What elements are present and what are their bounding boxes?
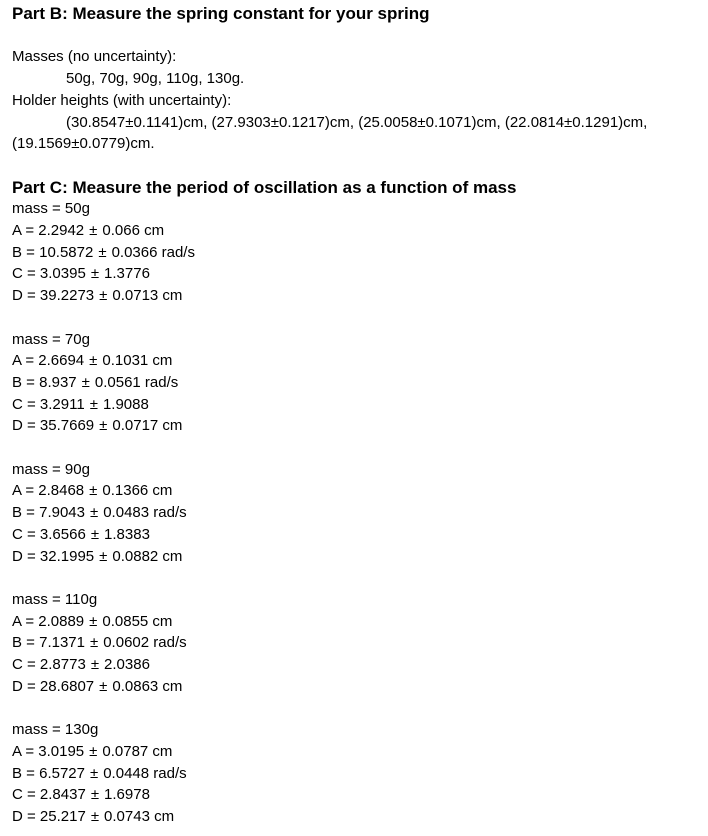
param-d-value: D = 32.1995 <box>12 547 95 565</box>
trial-mass: mass = 130g <box>12 721 99 739</box>
part-b-heading: Part B: Measure the spring constant for your spring <box>12 4 430 23</box>
spacer <box>12 697 704 719</box>
param-c-value: C = 3.6566 <box>12 525 86 543</box>
param-a-uncertainty: 0.1031 cm <box>102 352 173 370</box>
param-d <box>12 285 704 307</box>
trial-block <box>12 198 704 307</box>
spacer <box>12 155 704 177</box>
plus-minus-symbol: ± <box>89 482 98 500</box>
param-a-uncertainty: 0.1366 cm <box>102 482 173 500</box>
param-c <box>12 394 704 416</box>
param-a-uncertainty: 0.066 cm <box>102 222 165 239</box>
param-c-uncertainty: 1.3776 <box>104 265 150 283</box>
param-a <box>12 350 704 372</box>
plus-minus-symbol: ± <box>98 243 107 261</box>
param-b <box>12 502 704 524</box>
spacer <box>12 567 704 589</box>
param-d <box>12 546 704 568</box>
spacer <box>12 25 704 47</box>
param-a-value: A = 3.0195 <box>12 742 85 760</box>
param-a-uncertainty: 0.0787 cm <box>102 742 173 760</box>
plus-minus-symbol: ± <box>89 395 98 413</box>
param-d-uncertainty: 0.0882 cm <box>112 547 183 565</box>
param-c-uncertainty: 2.0386 <box>104 656 150 674</box>
document <box>12 3 704 828</box>
plus-minus-symbol: ± <box>99 287 108 305</box>
param-c-value: C = 3.0395 <box>12 265 86 283</box>
param-b-value: B = 7.9043 <box>12 504 85 522</box>
param-a <box>12 480 704 502</box>
trial-block <box>12 589 704 698</box>
param-d-uncertainty: 0.0743 cm <box>104 807 175 825</box>
trials-list <box>12 198 704 827</box>
plus-minus-symbol: ± <box>99 417 108 435</box>
param-d-value: D = 25.217 <box>12 807 86 825</box>
trial-mass: mass = 90g <box>12 460 90 478</box>
param-c-uncertainty: 1.8383 <box>104 525 150 543</box>
param-c <box>12 263 704 285</box>
plus-minus-symbol: ± <box>89 352 98 370</box>
plus-minus-symbol: ± <box>90 265 100 283</box>
param-a-value: A = 2.0889 <box>12 612 85 630</box>
plus-minus-symbol: ± <box>90 656 100 674</box>
plus-minus-symbol: ± <box>89 764 99 782</box>
plus-minus-symbol: ± <box>89 222 98 239</box>
param-b <box>12 242 704 264</box>
param-d-uncertainty: 0.0713 cm <box>112 287 183 305</box>
masses-label: Masses (no uncertainty): <box>12 48 177 66</box>
masses-values: 50g, 70g, 90g, 110g, 130g. <box>66 70 245 88</box>
param-a-value: A = 2.2942 <box>12 222 85 239</box>
plus-minus-symbol: ± <box>89 612 98 630</box>
trial-mass: mass = 70g <box>12 330 90 348</box>
param-b-uncertainty: 0.0448 rad/s <box>103 764 187 782</box>
trial-mass: mass = 50g <box>12 200 90 218</box>
plus-minus-symbol: ± <box>90 525 100 543</box>
param-b-value: B = 10.5872 <box>12 243 94 261</box>
param-d-uncertainty: 0.0863 cm <box>112 677 183 695</box>
param-c-value: C = 2.8437 <box>12 786 86 804</box>
plus-minus-symbol: ± <box>99 547 108 565</box>
param-d <box>12 415 704 437</box>
param-c-value: C = 2.8773 <box>12 656 86 674</box>
param-d <box>12 806 704 828</box>
param-b-uncertainty: 0.0483 rad/s <box>103 504 187 522</box>
param-d-value: D = 39.2273 <box>12 287 95 305</box>
param-b-uncertainty: 0.0561 rad/s <box>94 373 179 391</box>
param-d-value: D = 28.6807 <box>12 677 95 695</box>
param-b-uncertainty: 0.0366 rad/s <box>111 243 195 261</box>
param-d <box>12 676 704 698</box>
trial-mass: mass = 110g <box>12 590 98 608</box>
param-b-uncertainty: 0.0602 rad/s <box>103 634 187 652</box>
param-a-value: A = 2.6694 <box>12 352 85 370</box>
param-c <box>12 654 704 676</box>
param-b <box>12 763 704 785</box>
param-b-value: B = 8.937 <box>12 373 77 391</box>
part-c-heading: Part C: Measure the period of oscillation as a function of mass <box>12 177 517 197</box>
plus-minus-symbol: ± <box>99 677 108 695</box>
param-c-uncertainty: 1.6978 <box>104 786 150 804</box>
plus-minus-symbol: ± <box>81 373 90 391</box>
plus-minus-symbol: ± <box>89 504 99 522</box>
trial-block <box>12 329 704 438</box>
param-a <box>12 220 704 242</box>
plus-minus-symbol: ± <box>89 742 98 760</box>
param-c <box>12 524 704 546</box>
param-d-uncertainty: 0.0717 cm <box>112 417 183 435</box>
plus-minus-symbol: ± <box>89 634 99 652</box>
heights-values: (30.8547±0.1141)cm, (27.9303±0.1217)cm, (25.0058±0.1071)cm, (22.0814±0.1291)cm, (19.1569±0.0779)cm. <box>12 113 648 153</box>
param-b <box>12 372 704 394</box>
trial-block <box>12 719 704 828</box>
spacer <box>12 307 704 329</box>
trial-block <box>12 459 704 568</box>
spacer <box>12 437 704 459</box>
param-a-value: A = 2.8468 <box>12 482 85 500</box>
plus-minus-symbol: ± <box>90 786 100 804</box>
param-a-uncertainty: 0.0855 cm <box>102 612 173 630</box>
param-c-value: C = 3.2911 <box>12 395 85 413</box>
param-b-value: B = 6.5727 <box>12 764 85 782</box>
plus-minus-symbol: ± <box>90 807 100 825</box>
param-c-uncertainty: 1.9088 <box>102 395 149 413</box>
param-d-value: D = 35.7669 <box>12 417 95 435</box>
param-b <box>12 632 704 654</box>
param-c <box>12 784 704 806</box>
heights-label: Holder heights (with uncertainty): <box>12 91 232 109</box>
param-a <box>12 741 704 763</box>
param-a <box>12 611 704 633</box>
param-b-value: B = 7.1371 <box>12 634 85 652</box>
